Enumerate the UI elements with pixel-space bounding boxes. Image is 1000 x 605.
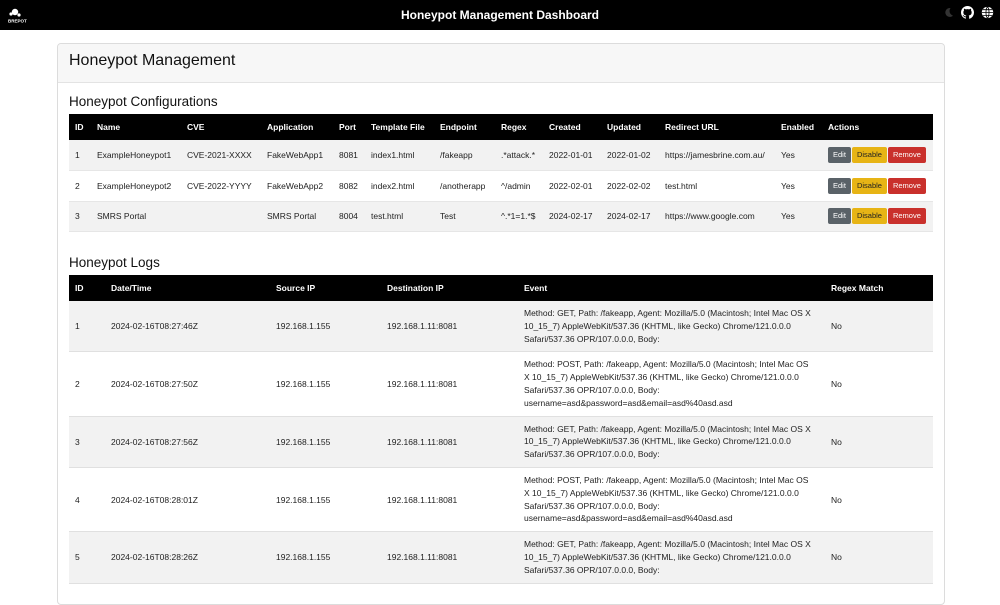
col-header[interactable]: Destination IP: [381, 275, 518, 301]
cell-port: 8004: [333, 201, 365, 232]
management-card: [57, 43, 945, 605]
log-row: [69, 467, 933, 531]
disable-button[interactable]: Disable: [852, 147, 887, 163]
cell-enabled: Yes: [775, 140, 822, 171]
config-row: [69, 171, 933, 202]
col-header[interactable]: Port: [333, 114, 365, 140]
cell-actions: [822, 171, 933, 202]
cell-regex: .*attack.*: [495, 140, 543, 171]
log-source-ip: 192.168.1.155: [270, 301, 381, 352]
config-row: [69, 201, 933, 232]
cell-id: 2: [75, 180, 80, 191]
cell-enabled: Yes: [775, 201, 822, 232]
log-destination-ip: 192.168.1.11:8081: [381, 301, 518, 352]
log-event: Method: POST, Path: /fakeapp, Agent: Mozilla/5.0 (Macintosh; Intel Mac OS X 10_15_7) AppleWebKit/537.36 (KHTML, like Gecko) Chrome/121.0.0.0 Safari/537.36 OPR/107.0.0.0, Body: username=asd&password=asd&email=asd%40asd.asd: [524, 359, 809, 408]
cell-cve: CVE-2021-XXXX: [181, 140, 261, 171]
col-header[interactable]: Created: [543, 114, 601, 140]
col-header[interactable]: Template File: [365, 114, 434, 140]
cell-endpoint: Test: [434, 201, 495, 232]
log-source-ip: 192.168.1.155: [276, 494, 331, 505]
config-section-title: Honeypot Configurations: [69, 94, 218, 109]
log-datetime: 2024-02-16T08:27:46Z: [105, 301, 270, 352]
log-regex-match: No: [831, 494, 842, 505]
config-table: [69, 114, 933, 232]
cell-cve: CVE-2022-YYYY: [187, 180, 252, 191]
dashboard-title: Honeypot Management Dashboard: [400, 8, 600, 22]
github-icon[interactable]: [961, 6, 974, 19]
cell-actions: [822, 140, 933, 171]
page-title: Honeypot Management: [69, 52, 236, 69]
log-source-ip: 192.168.1.155: [270, 416, 381, 467]
col-header[interactable]: CVE: [181, 114, 261, 140]
col-header[interactable]: Event: [518, 275, 825, 301]
col-header: Actions: [822, 114, 933, 140]
log-event: Method: GET, Path: /fakeapp, Agent: Mozilla/5.0 (Macintosh; Intel Mac OS X 10_15_7) AppleWebKit/537.36 (KHTML, like Gecko) Chrome/121.0.0.0 Safari/537.36 OPR/107.0.0.0, Body:: [518, 532, 825, 583]
cell-template: index2.html: [371, 180, 415, 191]
cell-updated: 2024-02-17: [601, 201, 659, 232]
cell-actions: [822, 201, 933, 232]
card-header: [58, 44, 944, 83]
cell-created: 2024-02-17: [543, 201, 601, 232]
logs-header-row: [69, 275, 933, 301]
cell-created: 2022-01-01: [543, 140, 601, 171]
cell-cve: [181, 201, 261, 232]
log-datetime: 2024-02-16T08:28:26Z: [105, 532, 270, 583]
moon-icon[interactable]: [943, 7, 954, 18]
log-datetime: 2024-02-16T08:27:50Z: [111, 378, 198, 389]
col-header[interactable]: Regex Match: [825, 275, 933, 301]
log-source-ip: 192.168.1.155: [276, 378, 331, 389]
logs-table: [69, 275, 933, 584]
log-destination-ip: 192.168.1.11:8081: [381, 416, 518, 467]
cell-regex: ^/admin: [501, 180, 531, 191]
edit-button[interactable]: Edit: [828, 178, 851, 194]
col-header[interactable]: Updated: [601, 114, 659, 140]
disable-button[interactable]: Disable: [852, 178, 887, 194]
cell-template: index1.html: [365, 140, 434, 171]
log-id: 5: [69, 532, 105, 583]
cell-id: 1: [69, 140, 91, 171]
config-header-row: [69, 114, 933, 140]
top-navbar: [0, 0, 1000, 30]
cell-application: SMRS Portal: [261, 201, 333, 232]
cell-id: 3: [69, 201, 91, 232]
col-header[interactable]: ID: [69, 114, 91, 140]
col-header[interactable]: Endpoint: [434, 114, 495, 140]
log-row: [69, 532, 933, 583]
log-regex-match: No: [825, 416, 933, 467]
log-id: 1: [69, 301, 105, 352]
log-datetime: 2024-02-16T08:28:01Z: [111, 494, 198, 505]
cell-name: SMRS Portal: [91, 201, 181, 232]
cell-application: FakeWebApp2: [267, 180, 324, 191]
cell-port: 8082: [339, 180, 358, 191]
log-row: [69, 416, 933, 467]
cell-redirect: test.html: [665, 180, 698, 191]
cell-updated: 2022-01-02: [601, 140, 659, 171]
log-id: 3: [69, 416, 105, 467]
log-row: [69, 301, 933, 352]
cell-name: ExampleHoneypot2: [97, 180, 172, 191]
remove-button[interactable]: Remove: [888, 178, 926, 194]
log-source-ip: 192.168.1.155: [270, 532, 381, 583]
log-regex-match: No: [825, 301, 933, 352]
col-header[interactable]: Application: [261, 114, 333, 140]
cell-endpoint: /anotherapp: [440, 180, 486, 191]
log-event: Method: POST, Path: /fakeapp, Agent: Mozilla/5.0 (Macintosh; Intel Mac OS X 10_15_7) AppleWebKit/537.36 (KHTML, like Gecko) Chrome/121.0.0.0 Safari/537.36 OPR/107.0.0.0, Body: username=asd&password=asd&email=asd%40asd.asd: [524, 474, 809, 524]
cell-regex: ^.*1=1.*$: [495, 201, 543, 232]
cell-enabled: Yes: [781, 180, 795, 191]
remove-button[interactable]: Remove: [888, 147, 926, 163]
log-regex-match: No: [825, 532, 933, 583]
log-event: Method: GET, Path: /fakeapp, Agent: Mozilla/5.0 (Macintosh; Intel Mac OS X 10_15_7) AppleWebKit/537.36 (KHTML, like Gecko) Chrome/121.0.0.0 Safari/537.36 OPR/107.0.0.0, Body:: [518, 416, 825, 467]
edit-button[interactable]: Edit: [828, 208, 851, 224]
cell-port: 8081: [333, 140, 365, 171]
log-regex-match: No: [831, 378, 842, 389]
log-row: [69, 352, 933, 416]
log-datetime: 2024-02-16T08:27:56Z: [105, 416, 270, 467]
log-destination-ip: 192.168.1.11:8081: [387, 494, 458, 505]
log-id: 2: [75, 378, 80, 389]
cell-endpoint: /fakeapp: [434, 140, 495, 171]
svg-text:BREPOT: BREPOT: [8, 18, 27, 24]
remove-button[interactable]: Remove: [888, 208, 926, 224]
cell-name: ExampleHoneypot1: [91, 140, 181, 171]
cell-redirect: https://jamesbrine.com.au/: [659, 140, 775, 171]
log-destination-ip: 192.168.1.11:8081: [381, 532, 518, 583]
globe-icon[interactable]: [981, 6, 994, 19]
cell-template: test.html: [365, 201, 434, 232]
col-header[interactable]: Enabled: [775, 114, 822, 140]
col-header[interactable]: Source IP: [270, 275, 381, 301]
edit-button[interactable]: Edit: [828, 147, 851, 163]
cell-created: 2022-02-01: [549, 180, 593, 191]
cell-updated: 2022-02-02: [607, 180, 651, 191]
col-header[interactable]: Regex: [495, 114, 543, 140]
col-header[interactable]: Redirect URL: [659, 114, 775, 140]
logs-section-title: Honeypot Logs: [69, 255, 160, 270]
cell-redirect: https://www.google.com: [659, 201, 775, 232]
log-event: Method: GET, Path: /fakeapp, Agent: Mozilla/5.0 (Macintosh; Intel Mac OS X 10_15_7) AppleWebKit/537.36 (KHTML, like Gecko) Chrome/121.0.0.0 Safari/537.36 OPR/107.0.0.0, Body:: [518, 301, 825, 352]
cell-application: FakeWebApp1: [261, 140, 333, 171]
disable-button[interactable]: Disable: [852, 208, 887, 224]
col-header[interactable]: Date/Time: [105, 275, 270, 301]
log-destination-ip: 192.168.1.11:8081: [387, 378, 458, 389]
col-header[interactable]: ID: [69, 275, 105, 301]
log-id: 4: [75, 494, 80, 505]
col-header[interactable]: Name: [91, 114, 181, 140]
config-row: [69, 140, 933, 171]
